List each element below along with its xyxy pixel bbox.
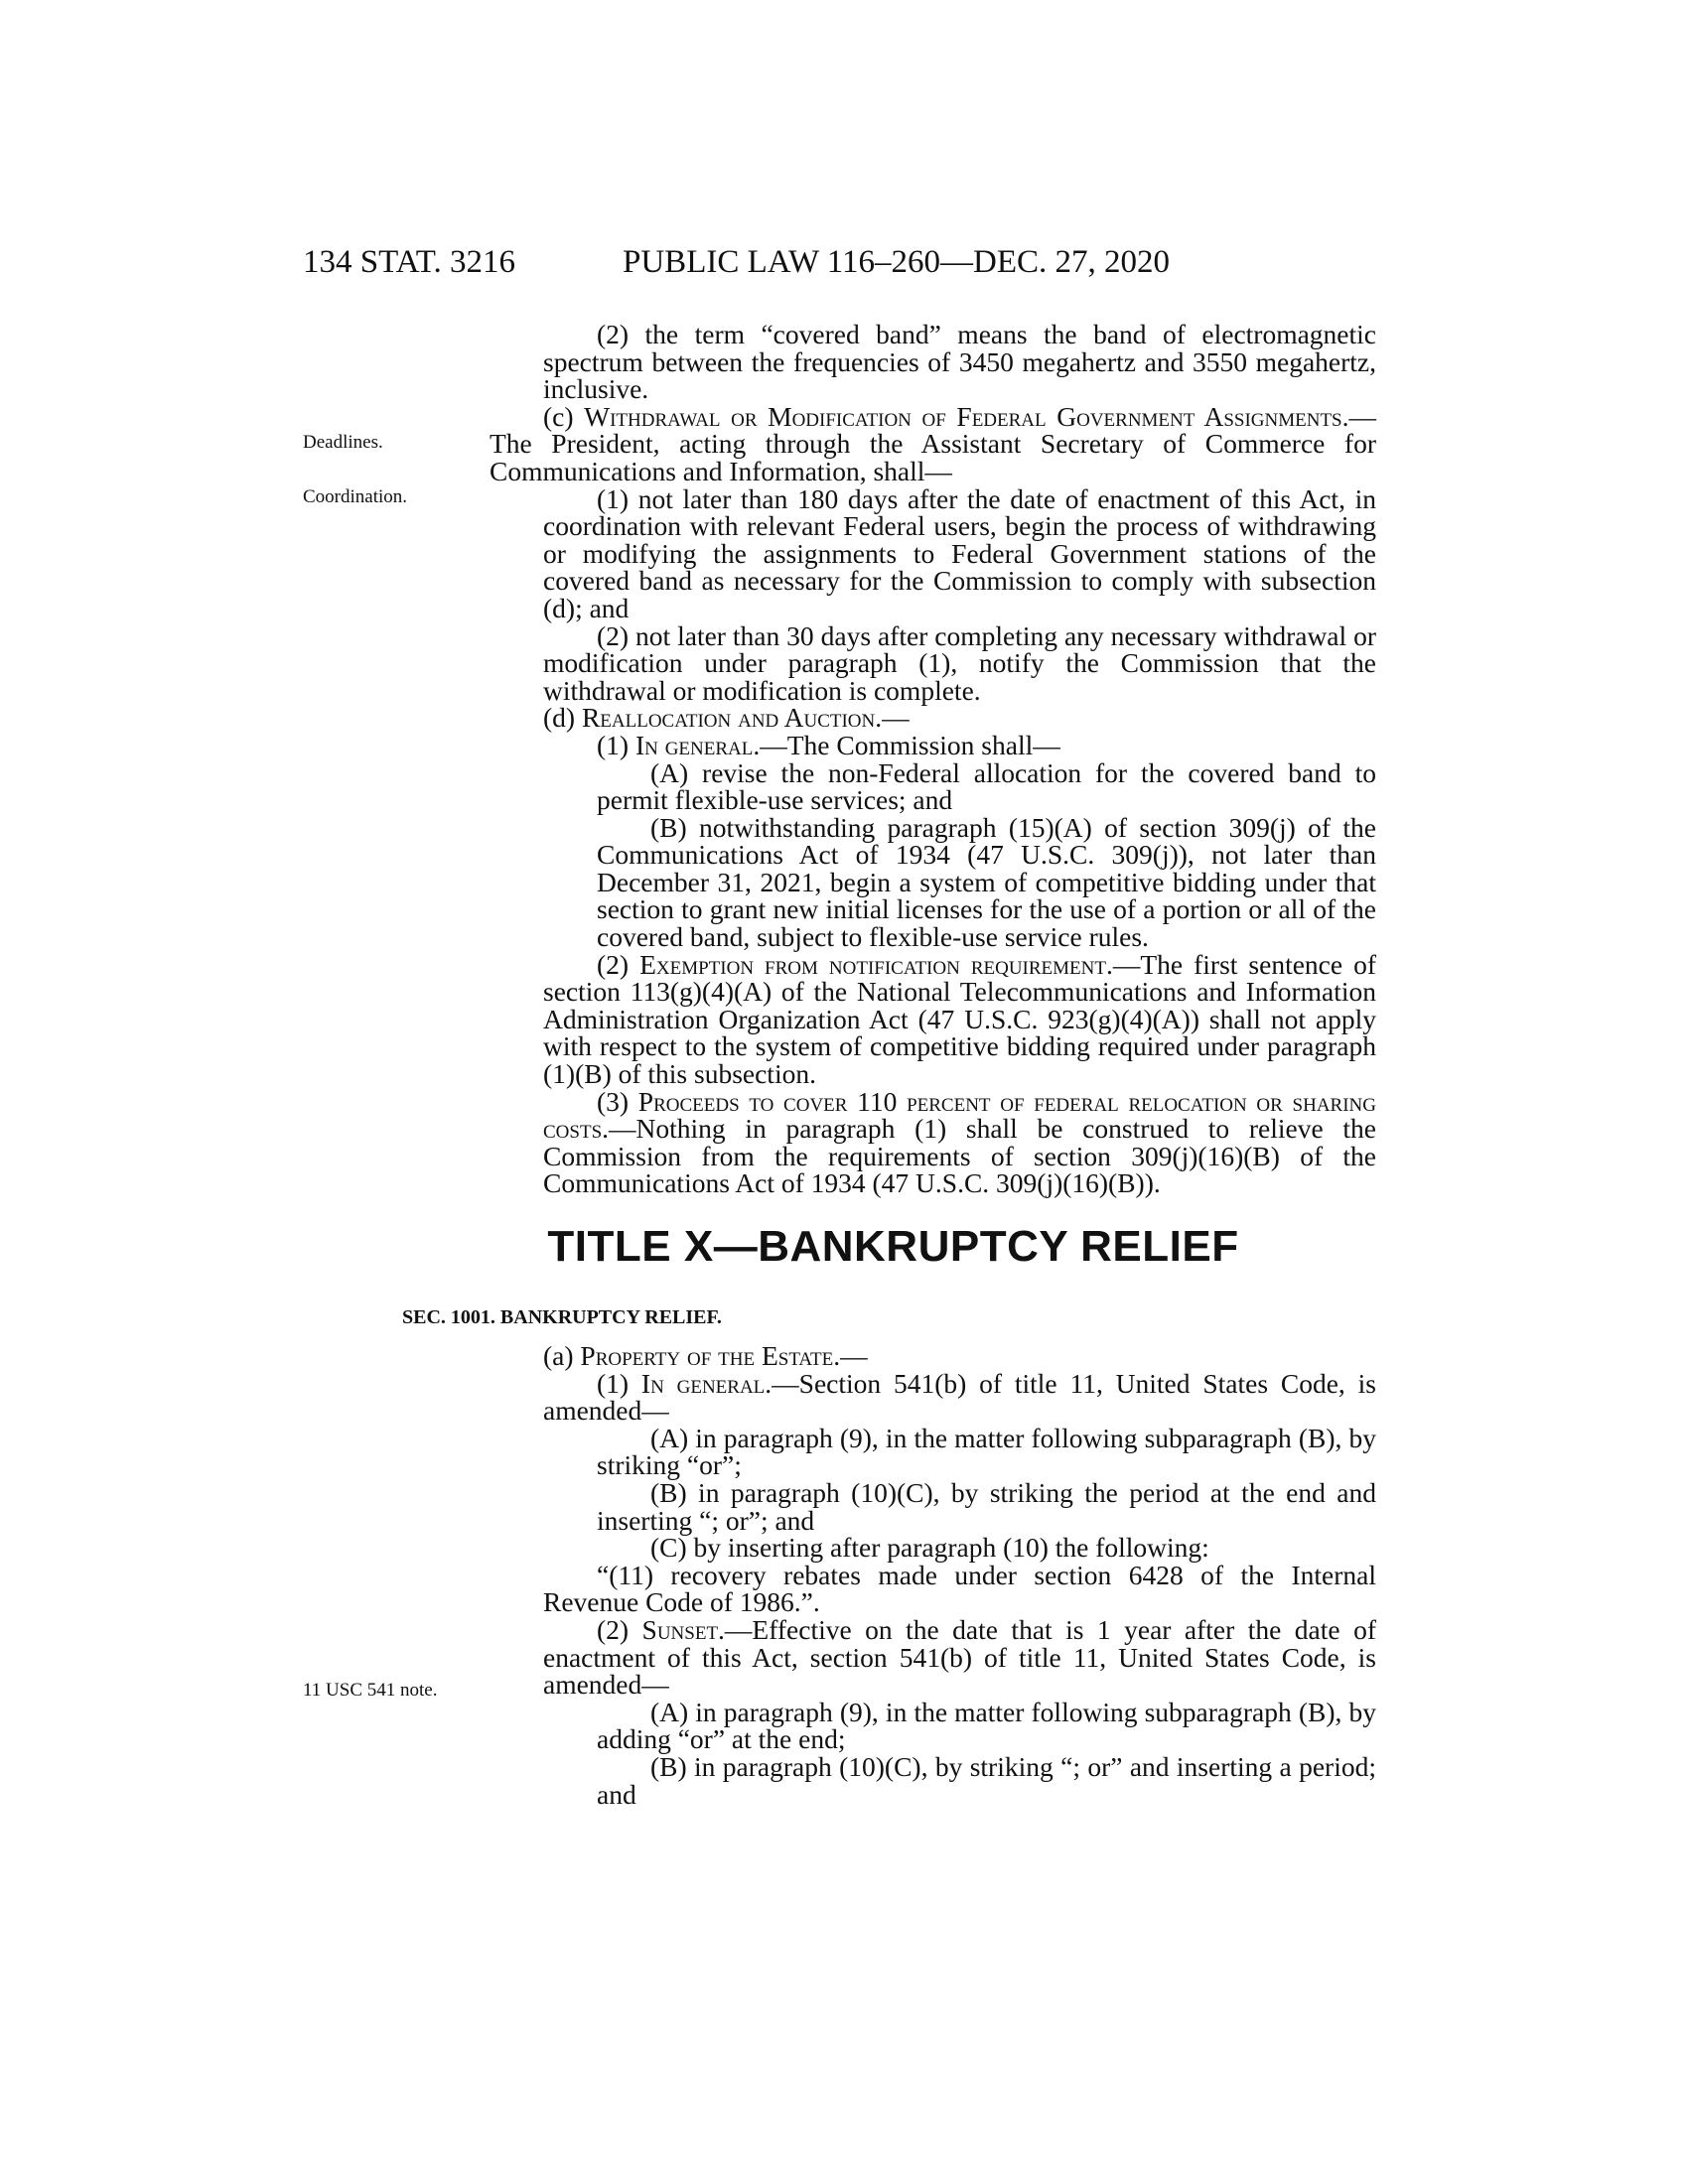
paragraph-d1-prefix: (1) [597, 729, 635, 760]
stat-page-number: 134 STAT. 3216 [303, 244, 516, 280]
margin-note-usc: 11 USC 541 note. [303, 1680, 438, 1701]
quoted-paragraph-11: “(11) recovery rebates made under section 6428 of the Internal Revenue Code of 1986.”. [543, 1559, 1376, 1618]
subparagraph-a2B: (B) in paragraph (10)(C), by striking “; or” and inserting a period; and [597, 1750, 1376, 1810]
paragraph-a1 [490, 1367, 1376, 1427]
subparagraph-d1B: (B) notwithstanding paragraph (15)(A) of section 309(j) of the Communications Act of 1934 (47 U.S.C. 309(j)), not later than December 31, 2021, begin a system of competitive bidding under that section to grant new initial licenses for the use of a portion or all of the covered band, subject to flexible-use service rules. [597, 811, 1376, 953]
subparagraph-a1C: (C) by inserting after paragraph (10) the following: [650, 1532, 1209, 1564]
page-header [303, 244, 1375, 292]
paragraph-a2 [490, 1613, 1376, 1701]
paragraph-a2-prefix: (2) [597, 1613, 642, 1645]
title-heading: TITLE X—BANKRUPTCY RELIEF [547, 1222, 1239, 1271]
subsection-d-heading: Reallocation and Auction. [581, 702, 883, 734]
paragraph-a1-text: —Section 541(b) of title 11, United States Code, is amended— [543, 1367, 1376, 1427]
subsection-a-prefix: (a) [543, 1340, 581, 1371]
paragraph-c2: (2) not later than 30 days after completing any necessary withdrawal or modification under paragraph (1), notify the Commission that the withdrawal or modification is complete. [543, 619, 1376, 706]
paragraph-d3-prefix: (3) [597, 1085, 638, 1117]
paragraph-a1-heading: In general. [640, 1367, 773, 1399]
subsection-a [490, 1342, 1376, 1370]
paragraph-d2-prefix: (2) [597, 948, 640, 980]
paragraph-d1-heading: In general. [634, 729, 761, 760]
subsection-d-prefix: (d) [543, 702, 582, 734]
subsection-c [490, 400, 1376, 486]
subsection-d-text: — [882, 702, 910, 734]
paragraph-d2 [490, 948, 1376, 1090]
subsection-a-heading: Property of the Estate. [580, 1340, 841, 1371]
paragraph-b2: (2) the term “covered band” means the band of electromagnetic spectrum between the frequencies of 3450 megahertz and 3550 megahertz, inclusive. [543, 319, 1376, 405]
subparagraph-a2A: (A) in paragraph (9), in the matter following subparagraph (B), by adding “or” at the end; [597, 1696, 1376, 1755]
paragraph-d1 [490, 729, 1376, 760]
margin-note-deadlines: Deadlines. [303, 432, 383, 453]
subsection-c-heading: Withdrawal or Modification of Federal Government Assignments. [584, 400, 1349, 432]
paragraph-d3-text: —Nothing in paragraph (1) shall be construed to relieve the Commission from the requirements of section 309(j)(16)(B) of the Communications Act of 1934 (47 U.S.C. 309(j)(16)(B)). [543, 1113, 1376, 1199]
subparagraph-a1B: (B) in paragraph (10)(C), by striking the period at the end and inserting “; or”; and [597, 1476, 1376, 1536]
subsection-c-prefix: (c) [543, 400, 585, 432]
margin-note-coordination: Coordination. [303, 486, 408, 507]
paragraph-c1: (1) not later than 180 days after the date of enactment of this Act, in coordination with relevant Federal users, begin the process of withdrawing or modifying the assignments to Federal Government stations of the covered band as necessary for the Commission to comply with subsection (d); and [543, 482, 1376, 623]
paragraph-d1-text: —The Commission shall— [760, 729, 1060, 760]
subsection-a-text: — [840, 1340, 868, 1371]
public-law-citation: PUBLIC LAW 116–260—DEC. 27, 2020 [623, 244, 1171, 280]
document-body [402, 319, 1376, 1810]
paragraph-d3-heading: Proceeds to cover 110 percent of federal relocation or sharing costs. [543, 1085, 1376, 1145]
paragraph-a2-text: —Effective on the date that is 1 year after the date of enactment of this Act, section 541(b) of title 11, United States Code, is amended— [543, 1613, 1376, 1701]
paragraph-d2-text: —The first sentence of section 113(g)(4)(A) of the National Telecommunications and Information Administration Organization Act (47 U.S.C. 923(g)(4)(A)) shall not apply with respect to the system of competitive bidding required under paragraph (1)(B) of this subsection. [543, 948, 1376, 1090]
subsection-d [490, 704, 1376, 732]
paragraph-d2-heading: Exemption from notification requirement. [639, 948, 1113, 980]
paragraph-a1-prefix: (1) [597, 1367, 641, 1399]
paragraph-d3 [490, 1085, 1376, 1199]
subparagraph-d1A: (A) revise the non-Federal allocation for the covered band to permit flexible-use services; and [597, 756, 1376, 816]
subparagraph-a1A: (A) in paragraph (9), in the matter following subparagraph (B), by striking “or”; [597, 1422, 1376, 1481]
section-heading: SEC. 1001. BANKRUPTCY RELIEF. [402, 1306, 722, 1328]
subsection-c-text: —The President, acting through the Assistant Secretary of Commerce for Communications and Information, shall— [490, 400, 1376, 486]
paragraph-a2-heading: Sunset. [641, 1613, 725, 1645]
